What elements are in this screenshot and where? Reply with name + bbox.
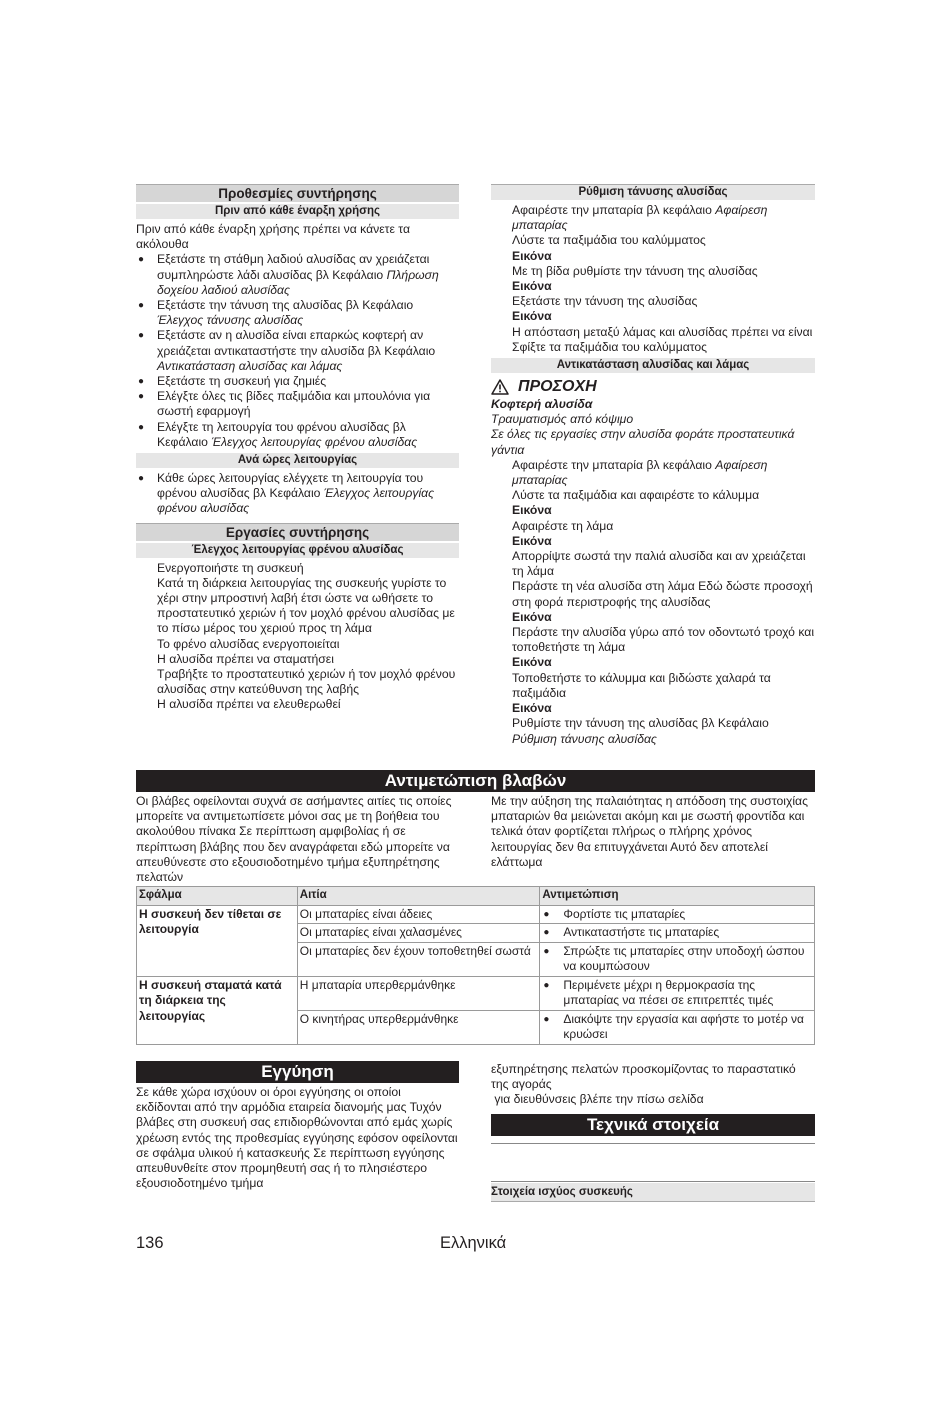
replace-step: Περάστε την αλυσίδα γύρω από τον οδοντωτό τροχό και τοποθετήστε τη λάμα	[512, 625, 815, 655]
list-item: ● Ελέγξτε τη λειτουργία του φρένου αλυσίδας βλ Κεφάλαιο Έλεγχος λειτουργίας φρένου αλυσίδας	[136, 420, 459, 450]
table-row	[137, 905, 815, 924]
troubleshooting-intro-right: Με την αύξηση της παλαιότητας η απόδοση της συστοιχίας μπαταριών θα μειώνεται ακόμη και με σωστή φροντίδα και τελικά όταν φορτίζεται πλήρως ο πλήρης χρόνος λειτουργίας δεν θα επιτυγχάνεται Αυτό δεν αποτελεί ελάττωμα	[491, 794, 808, 869]
column-header: Αιτία	[297, 887, 540, 906]
list-item: ● Εξετάστε τη στάθμη λαδιού αλυσίδας αν χρειάζεται συμπληρώστε λάδι αλυσίδας βλ Κεφάλαιο Πλήρωση δοχείου λαδιού αλυσίδας	[136, 252, 459, 298]
replace-step: Περάστε τη νέα αλυσίδα στη λάμα Εδώ δώστε προσοχή στη φορά περιστροφής της αλυσίδας	[512, 579, 813, 609]
caution-title: ΠΡΟΣΟΧΗ	[518, 378, 597, 396]
caution-text: Τραυματισμός από κόψιμο	[491, 412, 634, 427]
divider	[491, 1143, 815, 1144]
cause-cell: Ο κινητήρας υπερθερμάνθηκε	[297, 1010, 540, 1044]
warranty-addresses: για διευθύνσεις βλέπε την πίσω σελίδα	[491, 1092, 704, 1107]
figure-label: Εικόνα	[512, 309, 552, 324]
replace-step: Αφαιρέστε την μπαταρία βλ κεφάλαιο Αφαίρεση μπαταρίας	[512, 457, 768, 488]
column-header: Αντιμετώπιση	[540, 887, 815, 906]
warranty-heading: Εγγύηση	[136, 1061, 459, 1083]
cause-cell: Οι μπαταρίες δεν έχουν τοποθετηθεί σωστά	[297, 942, 540, 976]
operating-hours-heading: Ανά ώρες λειτουργίας	[136, 453, 459, 468]
warranty-continuation	[491, 1062, 815, 1108]
replace-heading: Αντικατάσταση αλυσίδας και λάμας	[491, 358, 815, 373]
cause-cell: Η μπαταρία υπερθερμάνθηκε	[297, 976, 540, 1010]
hours-list	[136, 471, 459, 517]
footer-language: Ελληνικά	[440, 1234, 507, 1252]
remedy-cell: ● Σπρώξτε τις μπαταρίες στην υποδοχή ώσπου να κουμπώσουν	[540, 942, 815, 976]
tension-step: Σφίξτε τα παξιμάδια του καλύμματος	[512, 339, 708, 354]
figure-label: Εικόνα	[512, 503, 552, 518]
figure-label: Εικόνα	[512, 248, 552, 263]
figure-label: Εικόνα	[512, 533, 552, 548]
tension-steps	[491, 203, 815, 355]
replace-step: Αφαιρέστε τη λάμα	[512, 518, 614, 533]
tension-step: Η απόσταση μεταξύ λάμας και αλυσίδας πρέπει να είναι	[512, 324, 813, 339]
list-item: ● Εξετάστε τη συσκευή για ζημιές	[136, 374, 459, 389]
troubleshooting-intro-left: Οι βλάβες οφείλονται συχνά σε ασήμαντες αιτίες τις οποίες μπορείτε να αντιμετωπίσετε μόνοι σας με τη βοήθεια του ακολούθου πίνακα Σε περίπτωση αμφιβολίας ή σε περίπτωση βλάβης που δεν αναγράφεται εδώ μπορείτε να απευθύνεστε στο εξουσιοδοτημένο τμήμα εξυπηρέτησης πελατών	[136, 794, 452, 885]
brake-step: Κατά τη διάρκεια λειτουργίας της συσκευής γυρίστε το χέρι στην μπροστινή λαβή έτσι ώστε να ωθήσετε το προστατευτικό χεριών ή τον μοχλό φρένου αλυσίδας με το πίσω μέρος του χεριού προς τη λάμα	[157, 575, 455, 636]
list-item: ● Κάθε ώρες λειτουργίας ελέγχετε τη λειτουργία του φρένου αλυσίδας βλ Κεφάλαιο Έλεγχος λειτουργίας φρένου αλυσίδας	[136, 471, 459, 517]
table-row	[137, 976, 815, 1010]
column-header: Σφάλμα	[137, 887, 298, 906]
maintenance-work-heading: Εργασίες συντήρησης	[136, 523, 459, 541]
fault-cell: Η συσκευή δεν τίθεται σε λειτουργία	[137, 905, 298, 976]
remedy-cell: ● Περιμένετε μέχρι η θερμοκρασία της μπαταρίας να πέσει σε επιτρεπτές τιμές	[540, 976, 815, 1010]
cause-cell: Οι μπαταρίες είναι χαλασμένες	[297, 924, 540, 943]
caution-header	[491, 377, 815, 397]
maintenance-deadlines-heading: Προθεσμίες συντήρησης	[136, 184, 459, 202]
remedy-cell: ● Αντικαταστήστε τις μπαταρίες	[540, 924, 815, 943]
warranty-text-cont: εξυπηρέτησης πελατών προσκομίζοντας το παραστατικό της αγοράς	[491, 1062, 796, 1092]
brake-step: Η αλυσίδα πρέπει να ελευθερωθεί	[157, 697, 341, 712]
brake-step: Ενεργοποιήστε τη συσκευή	[157, 560, 304, 575]
figure-label: Εικόνα	[512, 655, 552, 670]
figure-label: Εικόνα	[512, 701, 552, 716]
tech-data-heading: Τεχνικά στοιχεία	[491, 1114, 815, 1136]
remedy-cell: ● Διακόψτε την εργασία και αφήστε το μοτέρ να κρυώσει	[540, 1010, 815, 1044]
fault-cell: Η συσκευή σταματά κατά τη διάρκεια της λειτουργίας	[137, 976, 298, 1044]
tension-step: Εξετάστε την τάνυση της αλυσίδας	[512, 294, 698, 309]
divider	[491, 1181, 815, 1182]
tension-heading: Ρύθμιση τάνυσης αλυσίδας	[491, 184, 815, 200]
before-each-use-heading: Πριν από κάθε έναρξη χρήσης	[136, 204, 459, 219]
table-header-row	[137, 887, 815, 906]
list-item: ● Εξετάστε την τάνυση της αλυσίδας βλ Κεφάλαιο Έλεγχος τάνυσης αλυσίδας	[136, 298, 459, 328]
replace-step: Τοποθετήστε το κάλυμμα και βιδώστε χαλαρά τα παξιμάδια	[512, 670, 771, 700]
remedy-cell: ● Φορτίστε τις μπαταρίες	[540, 905, 815, 924]
cause-cell: Οι μπαταρίες είναι άδειες	[297, 905, 540, 924]
warranty-text: Σε κάθε χώρα ισχύουν οι όροι εγγύησης οι οποίοι εκδίδονται από την αρμόδια εταιρεία διανομής μας Τυχόν βλάβες στη συσκευή σας επιδιορθώνονται από εμάς χωρίς χρέωση εντός της προθεσμίας εγγύησης εφόσον οφείλονται σε σφάλμα υλικού ή κατασκευής Σε περίπτωση εγγύησης απευθυνθείτε στον προμηθευτή σας ή το πλησιέστερο εξουσιοδοτημένο τμήμα	[136, 1085, 458, 1191]
list-item: ● Ελέγξτε όλες τις βίδες παξιμάδια και μπουλόνια για σωστή εφαρμογή	[136, 389, 459, 419]
troubleshooting-table	[136, 886, 815, 1045]
replace-steps	[491, 458, 815, 747]
figure-label: Εικόνα	[512, 279, 552, 294]
troubleshooting-heading: Αντιμετώπιση βλαβών	[136, 770, 815, 792]
brake-step: Τραβήξτε το προστατευτικό χεριών ή τον μοχλό φρένου αλυσίδας στην κατεύθυνση της λαβής	[157, 667, 456, 697]
replace-step: Απορρίψτε σωστά την παλιά αλυσίδα και αν χρειάζεται τη λάμα	[512, 549, 806, 579]
tension-step: Με τη βίδα ρυθμίστε την τάνυση της αλυσίδας	[512, 263, 758, 278]
page-number: 136	[136, 1234, 164, 1252]
warning-triangle-icon	[491, 379, 509, 395]
brake-step: Η αλυσίδα πρέπει να σταματήσει	[157, 651, 334, 666]
replace-step: Λύστε τα παξιμάδια και αφαιρέστε το κάλυμμα	[512, 488, 760, 503]
brake-check-heading: Έλεγχος λειτουργίας φρένου αλυσίδας	[136, 543, 459, 558]
brake-step: Το φρένο αλυσίδας ενεργοποιείται	[157, 636, 340, 651]
brake-steps	[136, 561, 459, 713]
tension-step: Αφαιρέστε την μπαταρία βλ κεφάλαιο Αφαίρεση μπαταρίας	[512, 203, 768, 233]
figure-label: Εικόνα	[512, 609, 552, 624]
power-data-heading: Στοιχεία ισχύος συσκευής	[491, 1183, 815, 1202]
right-column	[491, 184, 815, 747]
left-column	[136, 184, 459, 713]
tension-step: Λύστε τα παξιμάδια του καλύμματος	[512, 233, 706, 248]
before-intro: Πριν από κάθε έναρξη χρήσης πρέπει να κάνετε τα ακόλουθα	[136, 222, 410, 252]
caution-subtitle: Κοφτερή αλυσίδα	[491, 397, 593, 412]
caution-text: Σε όλες τις εργασίες στην αλυσίδα φοράτε προστατευτικά γάντια	[491, 427, 795, 457]
list-item: ● Εξετάστε αν η αλυσίδα είναι επαρκώς κοφτερή αν χρειάζεται αντικαταστήστε την αλυσίδα βλ Κεφάλαιο Αντικατάσταση αλυσίδας και λάμας	[136, 328, 459, 374]
replace-step: Ρυθμίστε την τάνυση της αλυσίδας βλ Κεφάλαιο Ρύθμιση τάνυσης αλυσίδας	[512, 716, 769, 746]
before-use-list	[136, 252, 459, 450]
